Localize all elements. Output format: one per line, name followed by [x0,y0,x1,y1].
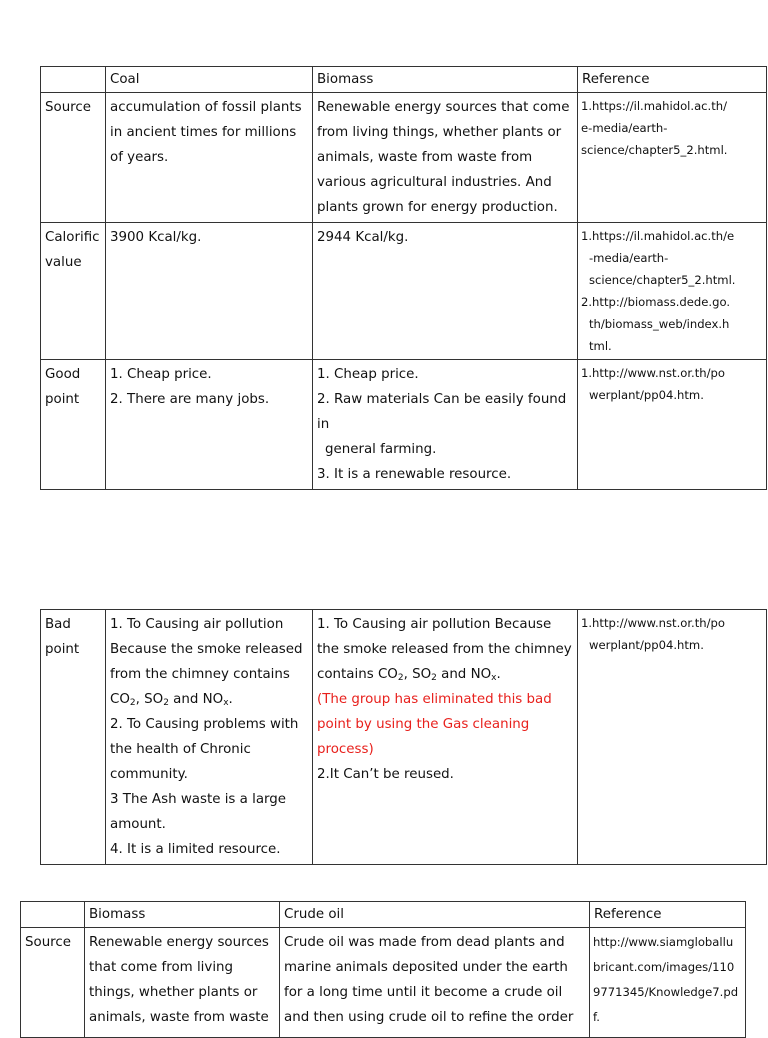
coal-good-point-cell: 1. Cheap price. 2. There are many jobs. [106,360,313,490]
crude-oil-source-cell: Crude oil was made from dead plants and marine animals deposited under the earth for a long time until it become a crude oil and then using crude oil to refine the order [280,928,590,1038]
red-note: process) [317,742,374,757]
table-row [41,93,767,223]
row-label-source: Source [21,928,85,1038]
table-header-row [21,902,746,928]
red-note: point by using the Gas cleaning [317,717,530,732]
header-biomass: Biomass [85,902,280,928]
table-row [41,360,767,490]
biomass-calorific-cell: 2944 Kcal/kg. [313,223,578,360]
biomass-source-cell: Renewable energy sources that come from living things, whether plants or animals, waste from waste [85,928,280,1038]
table-row [21,928,746,1038]
header-coal: Coal [106,67,313,93]
coal-source-cell: accumulation of fossil plants in ancient times for millions of years. [106,93,313,223]
table-coal-vs-biomass [40,66,767,490]
header-reference: Reference [578,67,767,93]
reference-good-point-cell: 1.http://www.nst.or.th/po werplant/pp04.htm. [578,360,767,490]
header-crude-oil: Crude oil [280,902,590,928]
reference-source-cell: http://www.siamgloballu bricant.com/images/110 9771345/Knowledge7.pd f. [590,928,746,1038]
reference-bad-point-cell: 1.http://www.nst.or.th/po werplant/pp04.htm. [578,610,767,865]
reference-source-cell: 1.https://il.mahidol.ac.th/ e-media/earth- science/chapter5_2.html. [578,93,767,223]
row-label-source: Source [41,93,106,223]
row-label-calorific: Calorific value [41,223,106,360]
coal-calorific-cell: 3900 Kcal/kg. [106,223,313,360]
red-note: (The group has eliminated this bad [317,692,552,707]
header-biomass: Biomass [313,67,578,93]
coal-bad-point-cell: 1. To Causing air pollution Because the smoke released from the chimney contains $CO_2$, $SO_2$ and $NO_x$. 2. To Causing problems with the health of Chronic community. 3 The Ash waste is a large amount. 4. It is a limited resource. [106,610,313,865]
table-row [41,223,767,360]
biomass-bad-point-cell: 1. To Causing air pollution Because the smoke released from the chimney contains $CO_2$, $SO_2$ and $NO_x$. (The group has eliminated this bad point by using the Gas cleaning process) 2.It Can’t be reused. [313,610,578,865]
table-header-row [41,67,767,93]
reference-calorific-cell: 1.https://il.mahidol.ac.th/e -media/earth- science/chapter5_2.html. 2.http://biomass.dede.go. th/biomass_web/index.h tml. [578,223,767,360]
row-label-bad-point: Bad point [41,610,106,865]
table-row [41,610,767,865]
header-empty [21,902,85,928]
row-label-good-point: Good point [41,360,106,490]
header-reference: Reference [590,902,746,928]
biomass-source-cell: Renewable energy sources that come from living things, whether plants or animals, waste from waste from various agricultural industries. And plants grown for energy production. [313,93,578,223]
biomass-good-point-cell: 1. Cheap price. 2. Raw materials Can be easily found in general farming. 3. It is a renewable resource. [313,360,578,490]
header-empty [41,67,106,93]
table-biomass-vs-crude-oil [20,901,746,1038]
table-bad-point [40,609,767,865]
